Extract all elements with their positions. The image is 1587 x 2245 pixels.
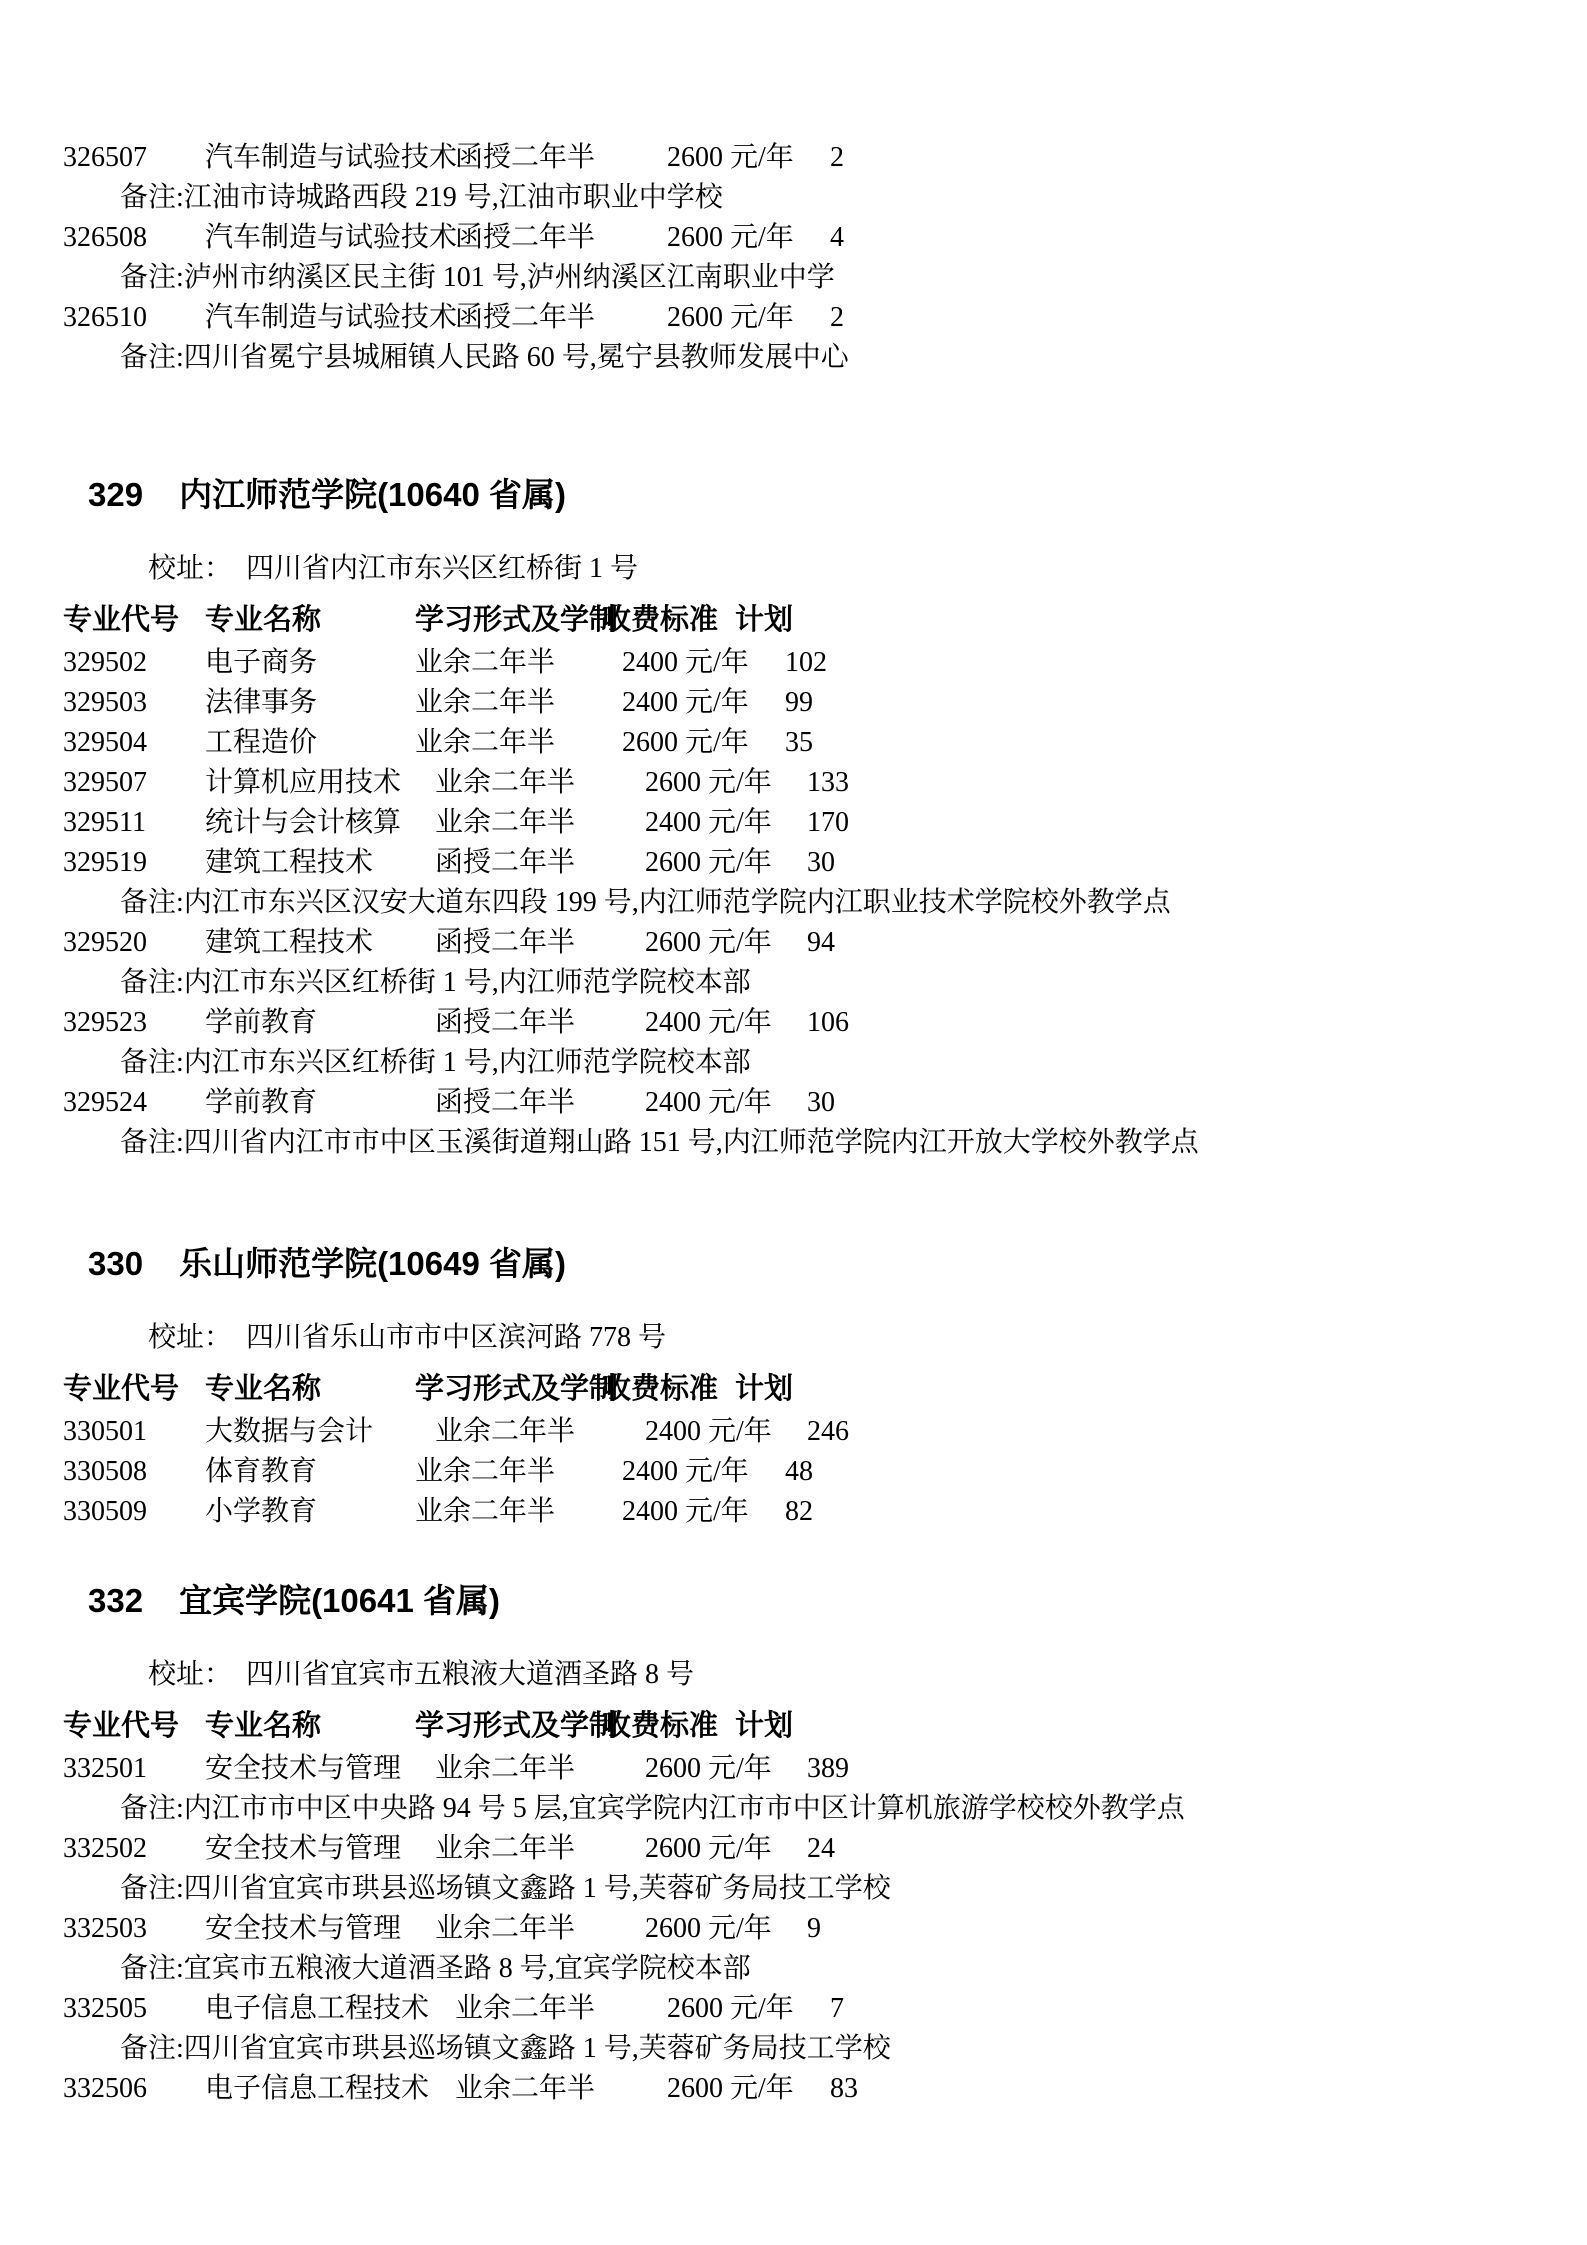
program-row xyxy=(0,1412,1587,1452)
table-header xyxy=(0,597,1587,643)
plan-count: 2 xyxy=(830,302,844,333)
column-header-plan: 计划 xyxy=(735,1710,794,1742)
program-name: 电子商务 xyxy=(205,647,318,678)
program-name: 安全技术与管理 xyxy=(205,1753,402,1784)
address-text: 四川省乐山市市中区滨河路 778 号 xyxy=(246,1322,667,1353)
plan-count: 99 xyxy=(785,687,813,718)
program-rows xyxy=(0,643,1587,1163)
address-label: 校址： xyxy=(148,553,233,584)
program-code: 330501 xyxy=(63,1416,147,1447)
address-text: 四川省内江市东兴区红桥街 1 号 xyxy=(246,553,639,584)
school-title xyxy=(0,1241,1587,1287)
table-header xyxy=(0,1703,1587,1749)
program-name: 汽车制造与试验技术 xyxy=(205,222,458,253)
program-rows xyxy=(0,1749,1587,2109)
program-row xyxy=(0,643,1587,683)
column-header-code: 专业代号 xyxy=(63,604,180,636)
program-row xyxy=(0,1989,1587,2029)
note-text: 内江市东兴区汉安大道东四段 199 号,内江师范学院内江职业技术学院校外教学点 xyxy=(183,887,1171,918)
study-form: 业余二年半 xyxy=(415,727,556,758)
school-code: 329 xyxy=(88,476,144,513)
program-code: 326510 xyxy=(63,302,147,333)
note-row xyxy=(0,258,1587,298)
fee-standard: 2600 元/年 xyxy=(645,1833,772,1864)
note-row xyxy=(0,338,1587,378)
program-name: 大数据与会计 xyxy=(205,1416,374,1447)
program-row xyxy=(0,218,1587,258)
study-form: 业余二年半 xyxy=(415,1496,556,1527)
column-header-name: 专业名称 xyxy=(205,1710,322,1742)
program-row xyxy=(0,1003,1587,1043)
program-name: 工程造价 xyxy=(205,727,318,758)
note-text: 江油市诗城路西段 219 号,江油市职业中学校 xyxy=(183,182,723,213)
plan-count: 9 xyxy=(807,1913,821,1944)
program-name: 安全技术与管理 xyxy=(205,1833,402,1864)
note-label: 备注: xyxy=(120,1127,184,1158)
plan-count: 30 xyxy=(807,847,835,878)
column-header-fee: 收费标准 xyxy=(602,604,719,636)
program-code: 329502 xyxy=(63,647,147,678)
school-name: 宜宾学院(10641 省属) xyxy=(179,1582,500,1619)
program-code: 329504 xyxy=(63,727,147,758)
plan-count: 48 xyxy=(785,1456,813,1487)
note-row xyxy=(0,883,1587,923)
fee-standard: 2600 元/年 xyxy=(645,847,772,878)
program-name: 学前教育 xyxy=(205,1087,318,1118)
program-code: 329519 xyxy=(63,847,147,878)
program-row xyxy=(0,138,1587,178)
fee-standard: 2400 元/年 xyxy=(622,1456,749,1487)
program-name: 统计与会计核算 xyxy=(205,807,402,838)
school-name: 乐山师范学院(10649 省属) xyxy=(179,1245,566,1282)
leading-rows xyxy=(0,138,1587,378)
note-label: 备注: xyxy=(120,342,184,373)
study-form: 函授二年半 xyxy=(455,302,596,333)
plan-count: 133 xyxy=(807,767,849,798)
fee-standard: 2400 元/年 xyxy=(645,807,772,838)
study-form: 业余二年半 xyxy=(435,767,576,798)
note-row xyxy=(0,2029,1587,2069)
fee-standard: 2600 元/年 xyxy=(667,2073,794,2104)
study-form: 函授二年半 xyxy=(435,1087,576,1118)
note-label: 备注: xyxy=(120,1953,184,1984)
fee-standard: 2600 元/年 xyxy=(667,1993,794,2024)
plan-count: 106 xyxy=(807,1007,849,1038)
plan-count: 24 xyxy=(807,1833,835,1864)
plan-count: 83 xyxy=(830,2073,858,2104)
note-text: 内江市市中区中央路 94 号 5 层,宜宾学院内江市市中区计算机旅游学校校外教学点 xyxy=(183,1793,1185,1824)
program-code: 332505 xyxy=(63,1993,147,2024)
school-address-line xyxy=(0,1655,1587,1695)
fee-standard: 2600 元/年 xyxy=(645,927,772,958)
plan-count: 7 xyxy=(830,1993,844,2024)
study-form: 业余二年半 xyxy=(435,1833,576,1864)
note-text: 四川省宜宾市珙县巡场镇文鑫路 1 号,芙蓉矿务局技工学校 xyxy=(183,1873,891,1904)
note-text: 泸州市纳溪区民主街 101 号,泸州纳溪区江南职业中学 xyxy=(183,262,835,293)
note-row xyxy=(0,963,1587,1003)
program-name: 安全技术与管理 xyxy=(205,1913,402,1944)
note-label: 备注: xyxy=(120,1873,184,1904)
study-form: 业余二年半 xyxy=(435,1913,576,1944)
study-form: 函授二年半 xyxy=(435,847,576,878)
note-text: 四川省宜宾市珙县巡场镇文鑫路 1 号,芙蓉矿务局技工学校 xyxy=(183,2033,891,2064)
plan-count: 246 xyxy=(807,1416,849,1447)
program-name: 电子信息工程技术 xyxy=(205,1993,430,2024)
fee-standard: 2600 元/年 xyxy=(622,727,749,758)
note-label: 备注: xyxy=(120,2033,184,2064)
program-name: 计算机应用技术 xyxy=(205,767,402,798)
column-header-code: 专业代号 xyxy=(63,1710,180,1742)
program-name: 建筑工程技术 xyxy=(205,927,374,958)
address-label: 校址： xyxy=(148,1659,233,1690)
program-code: 332501 xyxy=(63,1753,147,1784)
column-header-name: 专业名称 xyxy=(205,1373,322,1405)
program-code: 329524 xyxy=(63,1087,147,1118)
study-form: 函授二年半 xyxy=(455,222,596,253)
study-form: 业余二年半 xyxy=(435,1753,576,1784)
note-row xyxy=(0,178,1587,218)
column-header-form: 学习形式及学制 xyxy=(415,604,619,636)
program-row xyxy=(0,1492,1587,1532)
fee-standard: 2400 元/年 xyxy=(645,1416,772,1447)
program-row xyxy=(0,1083,1587,1123)
plan-count: 82 xyxy=(785,1496,813,1527)
program-code: 329511 xyxy=(63,807,146,838)
note-text: 内江市东兴区红桥街 1 号,内江师范学院校本部 xyxy=(183,1047,751,1078)
school-code: 330 xyxy=(88,1245,144,1282)
program-name: 法律事务 xyxy=(205,687,318,718)
note-label: 备注: xyxy=(120,262,184,293)
study-form: 业余二年半 xyxy=(415,1456,556,1487)
column-header-code: 专业代号 xyxy=(63,1373,180,1405)
plan-count: 94 xyxy=(807,927,835,958)
school-address-line xyxy=(0,1318,1587,1358)
plan-count: 2 xyxy=(830,142,844,173)
column-header-form: 学习形式及学制 xyxy=(415,1373,619,1405)
program-row xyxy=(0,803,1587,843)
program-name: 电子信息工程技术 xyxy=(205,2073,430,2104)
fee-standard: 2600 元/年 xyxy=(645,1913,772,1944)
study-form: 业余二年半 xyxy=(415,647,556,678)
note-row xyxy=(0,1869,1587,1909)
address-text: 四川省宜宾市五粮液大道酒圣路 8 号 xyxy=(246,1659,695,1690)
program-name: 小学教育 xyxy=(205,1496,318,1527)
plan-count: 35 xyxy=(785,727,813,758)
fee-standard: 2600 元/年 xyxy=(645,1753,772,1784)
fee-standard: 2400 元/年 xyxy=(622,647,749,678)
program-row xyxy=(0,683,1587,723)
study-form: 业余二年半 xyxy=(435,1416,576,1447)
school-address-line xyxy=(0,549,1587,589)
fee-standard: 2600 元/年 xyxy=(645,767,772,798)
program-row xyxy=(0,923,1587,963)
program-rows xyxy=(0,1412,1587,1532)
program-name: 建筑工程技术 xyxy=(205,847,374,878)
program-row xyxy=(0,298,1587,338)
address-label: 校址： xyxy=(148,1322,233,1353)
program-code: 332506 xyxy=(63,2073,147,2104)
program-row xyxy=(0,723,1587,763)
program-code: 332502 xyxy=(63,1833,147,1864)
school-code: 332 xyxy=(88,1582,144,1619)
note-text: 宜宾市五粮液大道酒圣路 8 号,宜宾学院校本部 xyxy=(183,1953,751,1984)
fee-standard: 2400 元/年 xyxy=(645,1007,772,1038)
column-header-form: 学习形式及学制 xyxy=(415,1710,619,1742)
school-name: 内江师范学院(10640 省属) xyxy=(179,476,566,513)
fee-standard: 2400 元/年 xyxy=(622,1496,749,1527)
program-code: 329503 xyxy=(63,687,147,718)
note-text: 四川省内江市市中区玉溪街道翔山路 151 号,内江师范学院内江开放大学校外教学点 xyxy=(183,1127,1199,1158)
study-form: 函授二年半 xyxy=(435,927,576,958)
plan-count: 30 xyxy=(807,1087,835,1118)
program-row xyxy=(0,1909,1587,1949)
program-code: 330509 xyxy=(63,1496,147,1527)
column-header-name: 专业名称 xyxy=(205,604,322,636)
program-row xyxy=(0,763,1587,803)
program-row xyxy=(0,1749,1587,1789)
column-header-plan: 计划 xyxy=(735,604,794,636)
study-form: 业余二年半 xyxy=(415,687,556,718)
note-label: 备注: xyxy=(120,1793,184,1824)
program-name: 汽车制造与试验技术 xyxy=(205,302,458,333)
study-form: 业余二年半 xyxy=(435,807,576,838)
program-name: 汽车制造与试验技术 xyxy=(205,142,458,173)
program-code: 326508 xyxy=(63,222,147,253)
note-text: 四川省冕宁县城厢镇人民路 60 号,冕宁县教师发展中心 xyxy=(183,342,849,373)
fee-standard: 2600 元/年 xyxy=(667,302,794,333)
note-label: 备注: xyxy=(120,182,184,213)
program-code: 329523 xyxy=(63,1007,147,1038)
program-row xyxy=(0,1829,1587,1869)
program-code: 326507 xyxy=(63,142,147,173)
program-code: 329520 xyxy=(63,927,147,958)
column-header-fee: 收费标准 xyxy=(602,1710,719,1742)
table-header xyxy=(0,1366,1587,1412)
column-header-fee: 收费标准 xyxy=(602,1373,719,1405)
note-label: 备注: xyxy=(120,1047,184,1078)
program-code: 330508 xyxy=(63,1456,147,1487)
program-code: 329507 xyxy=(63,767,147,798)
study-form: 函授二年半 xyxy=(435,1007,576,1038)
fee-standard: 2400 元/年 xyxy=(645,1087,772,1118)
plan-count: 389 xyxy=(807,1753,849,1784)
fee-standard: 2400 元/年 xyxy=(622,687,749,718)
program-row xyxy=(0,2069,1587,2109)
note-row xyxy=(0,1789,1587,1829)
note-label: 备注: xyxy=(120,887,184,918)
program-row xyxy=(0,843,1587,883)
school-section xyxy=(0,1578,1587,2109)
study-form: 业余二年半 xyxy=(455,2073,596,2104)
plan-count: 102 xyxy=(785,647,827,678)
school-section xyxy=(0,1241,1587,1532)
sections xyxy=(0,472,1587,2109)
note-row xyxy=(0,1949,1587,1989)
note-row xyxy=(0,1043,1587,1083)
school-title xyxy=(0,1578,1587,1624)
plan-count: 4 xyxy=(830,222,844,253)
plan-count: 170 xyxy=(807,807,849,838)
school-section xyxy=(0,472,1587,1163)
school-title xyxy=(0,472,1587,518)
note-label: 备注: xyxy=(120,967,184,998)
program-name: 学前教育 xyxy=(205,1007,318,1038)
note-row xyxy=(0,1123,1587,1163)
study-form: 业余二年半 xyxy=(455,1993,596,2024)
program-name: 体育教育 xyxy=(205,1456,318,1487)
fee-standard: 2600 元/年 xyxy=(667,142,794,173)
study-form: 函授二年半 xyxy=(455,142,596,173)
program-code: 332503 xyxy=(63,1913,147,1944)
note-text: 内江市东兴区红桥街 1 号,内江师范学院校本部 xyxy=(183,967,751,998)
column-header-plan: 计划 xyxy=(735,1373,794,1405)
program-row xyxy=(0,1452,1587,1492)
fee-standard: 2600 元/年 xyxy=(667,222,794,253)
